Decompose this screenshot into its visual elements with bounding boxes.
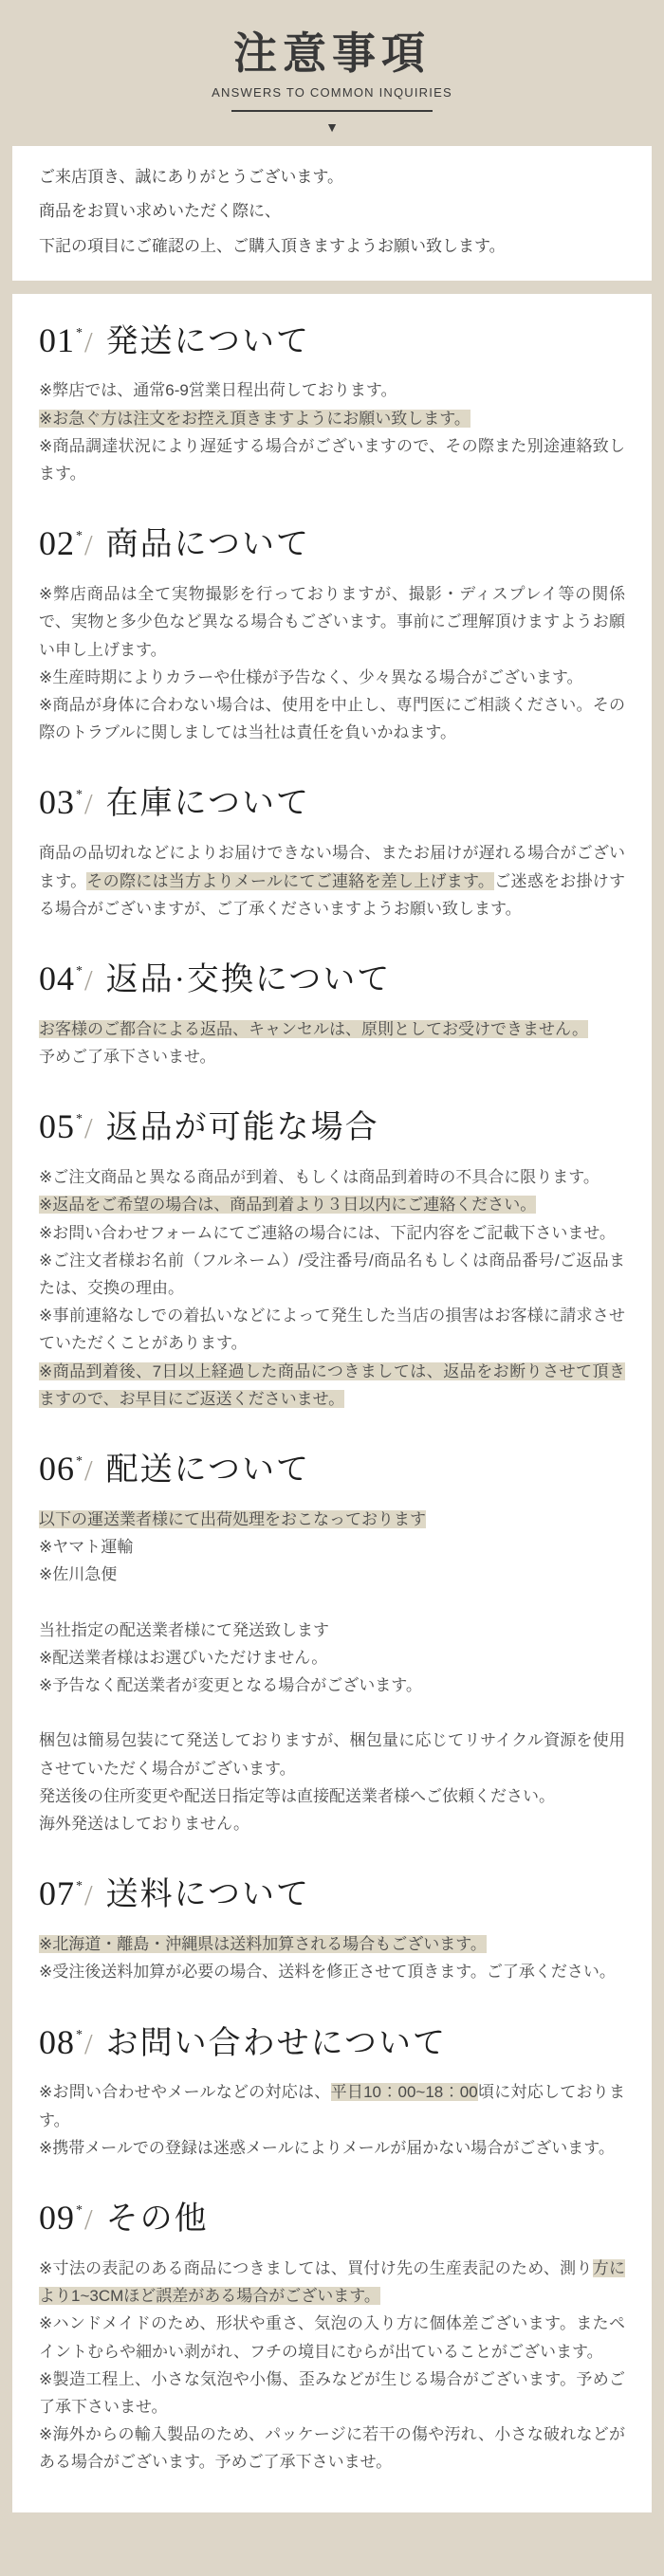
section-number: 05 bbox=[39, 1107, 75, 1146]
section-paragraph bbox=[39, 1644, 625, 1672]
down-triangle-icon: ▼ bbox=[325, 119, 339, 135]
text-segment: ※お問い合わせやメールなどの対応は、 bbox=[39, 2083, 331, 2102]
text-segment: 発送後の住所変更や配送日指定等は直接配送業者様へご依頼ください。 bbox=[39, 1786, 555, 1805]
section-paragraph bbox=[39, 2134, 625, 2162]
section-heading bbox=[39, 523, 625, 565]
text-segment: ※ご注文者様お名前（フルネーム）/受注番号/商品名もしくは商品番号/ご返品または、交換の理由。 bbox=[39, 1251, 625, 1297]
section bbox=[39, 2022, 625, 2163]
section-number: 01 bbox=[39, 320, 75, 359]
slash-mark: / bbox=[84, 528, 95, 562]
section-number: 08 bbox=[39, 2022, 75, 2061]
section-heading bbox=[39, 959, 625, 1000]
section-heading bbox=[39, 2198, 625, 2239]
section-paragraph bbox=[39, 2255, 625, 2310]
section-paragraph bbox=[39, 2310, 625, 2365]
section-paragraph bbox=[39, 1358, 625, 1413]
text-segment: ※弊店商品は全て実物撮影を行っておりますが、撮影・ディスプレイ等の関係で、実物と多少色など異なる場合もございます。事前にご理解頂けますようお願い申し上げます。 bbox=[39, 585, 625, 659]
slash-mark: / bbox=[84, 2202, 95, 2237]
section-title: 送料について bbox=[105, 1877, 310, 1913]
highlighted-text: 平日10：00~18：00 bbox=[330, 2083, 478, 2102]
section-paragraph bbox=[39, 1561, 625, 1588]
intro-line: 下記の項目にご確認の上、ご購入頂きますようお願い致します。 bbox=[39, 236, 506, 255]
page-subtitle: ANSWERS TO COMMON INQUIRIES bbox=[212, 84, 452, 100]
section-paragraph bbox=[39, 1302, 625, 1357]
section-heading bbox=[39, 782, 625, 824]
text-segment: ※事前連絡なしでの着払いなどによって発生した当店の損害はお客様に請求させていただくことがあります。 bbox=[39, 1306, 625, 1353]
section-paragraph bbox=[39, 1163, 625, 1191]
section-paragraph bbox=[39, 1247, 625, 1302]
highlighted-text: ※お急ぐ方は注文をお控え頂きますようにお願い致します。 bbox=[39, 409, 470, 428]
section-number: 02 bbox=[39, 524, 75, 563]
text-segment: ※お問い合わせフォームにてご連絡の場合には、下記内容をご記載下さいませ。 bbox=[39, 1223, 616, 1242]
sections-card bbox=[12, 294, 652, 2512]
section-number: 07 bbox=[39, 1874, 75, 1913]
asterisk-mark: * bbox=[76, 325, 84, 340]
text-segment: ※弊店では、通常6-9営業日程出荷しております。 bbox=[39, 381, 397, 400]
section bbox=[39, 2198, 625, 2476]
intro-line: 商品をお買い求めいただく際に、 bbox=[39, 202, 281, 221]
header-divider bbox=[231, 110, 433, 112]
section-title: お問い合わせについて bbox=[105, 2025, 447, 2061]
highlighted-text: その際には当方よりメールにてご連絡を差し上げます。 bbox=[86, 871, 495, 890]
section-number: 09 bbox=[39, 2199, 75, 2238]
section-paragraph bbox=[39, 1930, 625, 1958]
text-segment: 商品の品切れなどによりお届けできない場合、またお届けが遅れる場合がございます。 bbox=[39, 844, 625, 890]
text-segment: ※ご注文商品と異なる商品が到着、もしくは商品到着時の不具合に限ります。 bbox=[39, 1168, 599, 1187]
section-title: その他 bbox=[105, 2201, 209, 2238]
section-title: 配送について bbox=[105, 1452, 310, 1489]
text-segment: ※配送業者様はお選びいただけません。 bbox=[39, 1648, 328, 1667]
section-title: 返品が可能な場合 bbox=[105, 1110, 379, 1146]
highlighted-text: ※返品をご希望の場合は、商品到着より３日以内にご連絡ください。 bbox=[39, 1196, 537, 1215]
text-segment: ※商品調達状況により遅延する場合がございますので、その際また別途連絡致します。 bbox=[39, 436, 625, 484]
section-title: 発送について bbox=[105, 323, 310, 359]
section-paragraph bbox=[39, 1782, 625, 1810]
section-paragraph bbox=[39, 1191, 625, 1218]
asterisk-mark: * bbox=[76, 1112, 84, 1127]
text-segment: ※予告なく配送業者が変更となる場合がございます。 bbox=[39, 1676, 422, 1695]
section-paragraph bbox=[39, 2421, 625, 2476]
text-segment: ※受注後送料加算が必要の場合、送料を修正させて頂きます。ご了承ください。 bbox=[39, 1963, 616, 1982]
section-paragraph bbox=[39, 2078, 625, 2133]
intro-card bbox=[12, 146, 652, 281]
text-segment: ※ハンドメイドのため、形状や重さ、気泡の入り方に個体差ございます。またペイントむらや細かい剥がれ、フチの境目にむらが出ていることがございます。 bbox=[39, 2314, 625, 2361]
paragraph-gap bbox=[39, 1699, 625, 1726]
section-title: 返品·交換について bbox=[105, 961, 392, 997]
section-paragraph bbox=[39, 376, 625, 404]
section-paragraph bbox=[39, 1672, 625, 1699]
section-paragraph bbox=[39, 1533, 625, 1561]
text-segment: 頃に対応しております。 bbox=[39, 2083, 626, 2129]
section-heading bbox=[39, 320, 625, 362]
section-heading bbox=[39, 2022, 625, 2064]
section bbox=[39, 1449, 625, 1837]
asterisk-mark: * bbox=[76, 1454, 84, 1470]
text-segment: 梱包は簡易包装にて発送しておりますが、梱包量に応じてリサイクル資源を使用させていただく場合がございます。 bbox=[39, 1731, 625, 1778]
highlighted-text: 方により1~3CMほど誤差がある場合がございます。 bbox=[39, 2258, 625, 2306]
section-heading bbox=[39, 1449, 625, 1490]
page-title: 注意事項 bbox=[233, 28, 431, 78]
text-segment: ※生産時期によりカラーや仕様が予告なく、少々異なる場合がございます。 bbox=[39, 667, 583, 686]
paragraph-gap bbox=[39, 1589, 625, 1617]
asterisk-mark: * bbox=[76, 2027, 84, 2042]
highlighted-text: ※商品到着後、7日以上経過した商品につきましては、返品をお断りさせて頂きますので、お早目にご返送くださいませ。 bbox=[39, 1361, 625, 1408]
slash-mark: / bbox=[84, 787, 95, 821]
section bbox=[39, 1873, 625, 1985]
section-paragraph bbox=[39, 1506, 625, 1533]
section-title: 在庫について bbox=[105, 786, 310, 822]
section bbox=[39, 1106, 625, 1413]
text-segment: 当社指定の配送業者様にて発送致します bbox=[39, 1620, 329, 1639]
text-segment: ※寸法の表記のある商品につきましては、買付け先の生産表記のため、測り bbox=[39, 2258, 593, 2277]
slash-mark: / bbox=[84, 2026, 95, 2060]
text-segment: ※ヤマト運輸 bbox=[39, 1538, 134, 1557]
section-paragraph bbox=[39, 1726, 625, 1781]
text-segment: ※製造工程上、小さな気泡や小傷、歪みなどが生じる場合がございます。予めご了承下さいませ。 bbox=[39, 2369, 625, 2417]
section-paragraph bbox=[39, 664, 625, 691]
text-segment: ※商品が身体に合わない場合は、使用を中止し、専門医にご相談ください。その際のトラブルに関しましては当社は責任を負いかねます。 bbox=[39, 696, 625, 742]
header-block bbox=[0, 0, 664, 134]
slash-mark: / bbox=[84, 1453, 95, 1488]
slash-mark: / bbox=[84, 324, 95, 358]
highlighted-text: ※北海道・離島・沖縄県は送料加算される場合もございます。 bbox=[39, 1935, 487, 1954]
text-segment: ※佐川急便 bbox=[39, 1565, 118, 1584]
slash-mark: / bbox=[84, 962, 95, 996]
section-heading bbox=[39, 1106, 625, 1148]
section-paragraph bbox=[39, 1015, 625, 1043]
asterisk-mark: * bbox=[76, 2203, 84, 2219]
section-number: 04 bbox=[39, 959, 75, 997]
highlighted-text: 以下の運送業者様にて出荷処理をおこなっております bbox=[39, 1509, 426, 1528]
section-number: 06 bbox=[39, 1450, 75, 1489]
section-title: 商品について bbox=[105, 527, 310, 563]
section-paragraph bbox=[39, 405, 625, 432]
highlighted-text: お客様のご都合による返品、キャンセルは、原則としてお受けできません。 bbox=[39, 1019, 589, 1038]
asterisk-mark: * bbox=[76, 788, 84, 803]
section-paragraph bbox=[39, 1043, 625, 1070]
section-paragraph bbox=[39, 2366, 625, 2421]
section bbox=[39, 320, 625, 488]
section-heading bbox=[39, 1873, 625, 1915]
text-segment: ※海外からの輸入製品のため、パッケージに若干の傷や汚れ、小さな破れなどがある場合がございます。予めご了承下さいませ。 bbox=[39, 2425, 625, 2472]
section-paragraph bbox=[39, 432, 625, 487]
section-paragraph bbox=[39, 839, 625, 923]
slash-mark: / bbox=[84, 1111, 95, 1145]
asterisk-mark: * bbox=[76, 1879, 84, 1894]
section-paragraph bbox=[39, 691, 625, 746]
section-paragraph bbox=[39, 1219, 625, 1247]
section-number: 03 bbox=[39, 783, 75, 822]
slash-mark: / bbox=[84, 1878, 95, 1912]
text-segment: ご迷惑をお掛けする場合がございますが、ご了承くださいますようお願い致します。 bbox=[39, 871, 625, 918]
asterisk-mark: * bbox=[76, 963, 84, 978]
section bbox=[39, 959, 625, 1070]
intro-line: ご来店頂き、誠にありがとうございます。 bbox=[39, 167, 343, 186]
text-segment: 海外発送はしておりません。 bbox=[39, 1815, 250, 1834]
section-paragraph bbox=[39, 1617, 625, 1644]
section-paragraph bbox=[39, 1958, 625, 1985]
text-segment: ※携帯メールでの登録は迷惑メールによりメールが届かない場合がございます。 bbox=[39, 2138, 615, 2157]
section-paragraph bbox=[39, 1810, 625, 1837]
section bbox=[39, 523, 625, 746]
section-paragraph bbox=[39, 580, 625, 664]
text-segment: 予めご了承下さいませ。 bbox=[39, 1048, 216, 1066]
asterisk-mark: * bbox=[76, 529, 84, 544]
section bbox=[39, 782, 625, 923]
